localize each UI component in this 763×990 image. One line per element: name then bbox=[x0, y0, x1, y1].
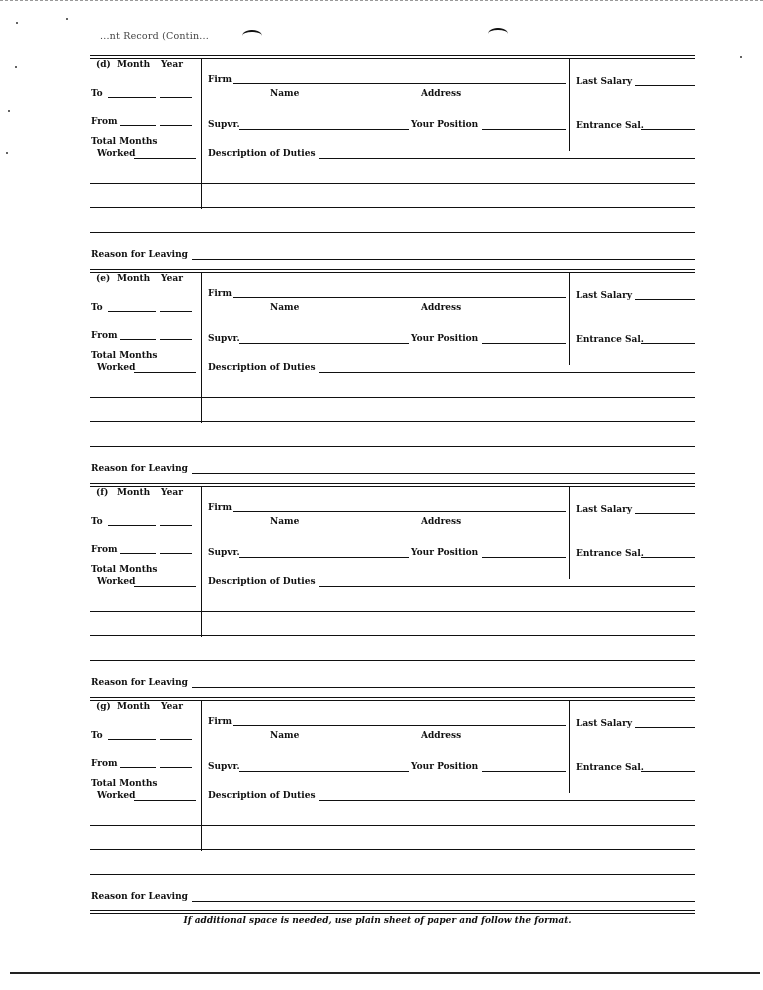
last-salary-field[interactable] bbox=[635, 85, 695, 86]
your-position-field[interactable] bbox=[482, 771, 566, 772]
duties-line-1[interactable] bbox=[90, 611, 695, 612]
last-salary-field[interactable] bbox=[635, 299, 695, 300]
supervisor-field[interactable] bbox=[239, 129, 409, 130]
total-months-worked-field[interactable] bbox=[134, 586, 196, 587]
duties-line-1[interactable] bbox=[90, 397, 695, 398]
firm-label: Firm bbox=[208, 289, 233, 299]
duties-line-3[interactable] bbox=[90, 232, 695, 233]
entrance-salary-field[interactable] bbox=[641, 771, 695, 772]
supervisor-field[interactable] bbox=[239, 557, 409, 558]
footer-note: If additional space is needed, use plain sheet of paper and follow the format. bbox=[183, 916, 572, 926]
last-salary-field[interactable] bbox=[635, 727, 695, 728]
entrance-salary-label: Entrance Sal. bbox=[576, 335, 644, 345]
to-month-field[interactable] bbox=[108, 739, 156, 740]
total-months-worked-field[interactable] bbox=[134, 800, 196, 801]
supervisor-label: Supvr. bbox=[208, 762, 240, 772]
from-month-field[interactable] bbox=[120, 767, 156, 768]
page-header: ...nt Record (Contin... bbox=[100, 31, 209, 42]
to-month-field[interactable] bbox=[108, 525, 156, 526]
total-months-label: Total Months bbox=[91, 137, 158, 147]
name-caption: Name bbox=[270, 517, 300, 527]
duties-line-2[interactable] bbox=[90, 849, 695, 850]
to-month-field[interactable] bbox=[108, 97, 156, 98]
duties-line-3[interactable] bbox=[90, 660, 695, 661]
duties-line-2[interactable] bbox=[90, 635, 695, 636]
employment-section bbox=[90, 483, 695, 695]
employment-section bbox=[90, 55, 695, 267]
from-label: From bbox=[91, 331, 118, 341]
firm-label: Firm bbox=[208, 717, 233, 727]
firm-field[interactable] bbox=[233, 511, 566, 512]
scan-speck bbox=[740, 56, 742, 58]
firm-label: Firm bbox=[208, 75, 233, 85]
supervisor-field[interactable] bbox=[239, 343, 409, 344]
supervisor-label: Supvr. bbox=[208, 120, 240, 130]
your-position-field[interactable] bbox=[482, 557, 566, 558]
closing-double-rule bbox=[90, 910, 695, 914]
entrance-salary-label: Entrance Sal. bbox=[576, 121, 644, 131]
to-label: To bbox=[91, 89, 103, 99]
supervisor-field[interactable] bbox=[239, 771, 409, 772]
total-months-label: Total Months bbox=[91, 565, 158, 575]
supervisor-label: Supvr. bbox=[208, 334, 240, 344]
page-top-edge bbox=[0, 0, 763, 1]
entrance-salary-field[interactable] bbox=[641, 129, 695, 130]
entrance-salary-label: Entrance Sal. bbox=[576, 763, 644, 773]
employment-section bbox=[90, 269, 695, 481]
reason-for-leaving-label: Reason for Leaving bbox=[91, 892, 188, 902]
firm-field[interactable] bbox=[233, 297, 566, 298]
total-months-worked-field[interactable] bbox=[134, 372, 196, 373]
divider-left-column bbox=[201, 273, 202, 423]
section-letter: (g) bbox=[96, 702, 111, 712]
to-year-field[interactable] bbox=[160, 311, 192, 312]
binder-hole-right bbox=[488, 28, 508, 40]
name-caption: Name bbox=[270, 303, 300, 313]
last-salary-field[interactable] bbox=[635, 513, 695, 514]
reason-for-leaving-label: Reason for Leaving bbox=[91, 250, 188, 260]
supervisor-label: Supvr. bbox=[208, 548, 240, 558]
from-month-field[interactable] bbox=[120, 339, 156, 340]
your-position-label: Your Position bbox=[411, 334, 479, 344]
section-letter: (d) bbox=[96, 60, 111, 70]
name-caption: Name bbox=[270, 731, 300, 741]
divider-right-column bbox=[569, 701, 570, 793]
last-salary-label: Last Salary bbox=[576, 291, 633, 301]
last-salary-label: Last Salary bbox=[576, 719, 633, 729]
scan-speck bbox=[6, 152, 8, 154]
name-caption: Name bbox=[270, 89, 300, 99]
month-label: Month bbox=[117, 60, 151, 70]
from-month-field[interactable] bbox=[120, 553, 156, 554]
address-caption: Address bbox=[421, 303, 462, 313]
description-of-duties-label: Description of Duties bbox=[208, 791, 316, 801]
duties-line-3[interactable] bbox=[90, 874, 695, 875]
employment-section bbox=[90, 697, 695, 909]
address-caption: Address bbox=[421, 517, 462, 527]
divider-left-column bbox=[201, 59, 202, 209]
duties-line-1[interactable] bbox=[90, 183, 695, 184]
from-label: From bbox=[91, 117, 118, 127]
firm-label: Firm bbox=[208, 503, 233, 513]
from-year-field[interactable] bbox=[160, 767, 192, 768]
divider-right-column bbox=[569, 59, 570, 151]
worked-label: Worked bbox=[97, 363, 136, 373]
top-double-rule bbox=[90, 697, 695, 701]
divider-left-column bbox=[201, 487, 202, 637]
reason-for-leaving-field[interactable] bbox=[192, 687, 695, 688]
description-of-duties-field[interactable] bbox=[319, 158, 695, 159]
year-label: Year bbox=[161, 702, 183, 712]
description-of-duties-field[interactable] bbox=[319, 586, 695, 587]
reason-for-leaving-field[interactable] bbox=[192, 901, 695, 902]
reason-for-leaving-field[interactable] bbox=[192, 259, 695, 260]
scan-speck bbox=[15, 66, 17, 68]
month-label: Month bbox=[117, 702, 151, 712]
to-month-field[interactable] bbox=[108, 311, 156, 312]
section-letter: (f) bbox=[96, 488, 109, 498]
duties-line-3[interactable] bbox=[90, 446, 695, 447]
your-position-field[interactable] bbox=[482, 129, 566, 130]
firm-field[interactable] bbox=[233, 725, 566, 726]
worked-label: Worked bbox=[97, 149, 136, 159]
worked-label: Worked bbox=[97, 791, 136, 801]
entrance-salary-field[interactable] bbox=[641, 343, 695, 344]
to-label: To bbox=[91, 303, 103, 313]
from-year-field[interactable] bbox=[160, 125, 192, 126]
year-label: Year bbox=[161, 488, 183, 498]
to-label: To bbox=[91, 517, 103, 527]
scan-speck bbox=[16, 22, 18, 24]
description-of-duties-label: Description of Duties bbox=[208, 363, 316, 373]
divider-left-column bbox=[201, 701, 202, 851]
duties-line-1[interactable] bbox=[90, 825, 695, 826]
description-of-duties-label: Description of Duties bbox=[208, 149, 316, 159]
scan-speck bbox=[66, 18, 68, 20]
duties-line-2[interactable] bbox=[90, 207, 695, 208]
to-year-field[interactable] bbox=[160, 525, 192, 526]
year-label: Year bbox=[161, 60, 183, 70]
section-letter: (e) bbox=[96, 274, 111, 284]
address-caption: Address bbox=[421, 731, 462, 741]
your-position-label: Your Position bbox=[411, 548, 479, 558]
month-label: Month bbox=[117, 274, 151, 284]
month-label: Month bbox=[117, 488, 151, 498]
description-of-duties-field[interactable] bbox=[319, 372, 695, 373]
top-double-rule bbox=[90, 269, 695, 273]
to-year-field[interactable] bbox=[160, 97, 192, 98]
firm-field[interactable] bbox=[233, 83, 566, 84]
your-position-label: Your Position bbox=[411, 762, 479, 772]
reason-for-leaving-label: Reason for Leaving bbox=[91, 464, 188, 474]
total-months-label: Total Months bbox=[91, 779, 158, 789]
scan-speck bbox=[8, 110, 10, 112]
top-double-rule bbox=[90, 55, 695, 59]
description-of-duties-label: Description of Duties bbox=[208, 577, 316, 587]
reason-for-leaving-field[interactable] bbox=[192, 473, 695, 474]
from-year-field[interactable] bbox=[160, 553, 192, 554]
duties-line-2[interactable] bbox=[90, 421, 695, 422]
to-year-field[interactable] bbox=[160, 739, 192, 740]
year-label: Year bbox=[161, 274, 183, 284]
binder-hole-left bbox=[242, 30, 262, 42]
to-label: To bbox=[91, 731, 103, 741]
top-double-rule bbox=[90, 483, 695, 487]
reason-for-leaving-label: Reason for Leaving bbox=[91, 678, 188, 688]
entrance-salary-field[interactable] bbox=[641, 557, 695, 558]
divider-right-column bbox=[569, 273, 570, 365]
address-caption: Address bbox=[421, 89, 462, 99]
from-month-field[interactable] bbox=[120, 125, 156, 126]
divider-right-column bbox=[569, 487, 570, 579]
from-year-field[interactable] bbox=[160, 339, 192, 340]
last-salary-label: Last Salary bbox=[576, 77, 633, 87]
bottom-rule bbox=[10, 972, 760, 974]
your-position-label: Your Position bbox=[411, 120, 479, 130]
description-of-duties-field[interactable] bbox=[319, 800, 695, 801]
from-label: From bbox=[91, 759, 118, 769]
entrance-salary-label: Entrance Sal. bbox=[576, 549, 644, 559]
worked-label: Worked bbox=[97, 577, 136, 587]
last-salary-label: Last Salary bbox=[576, 505, 633, 515]
your-position-field[interactable] bbox=[482, 343, 566, 344]
from-label: From bbox=[91, 545, 118, 555]
total-months-worked-field[interactable] bbox=[134, 158, 196, 159]
total-months-label: Total Months bbox=[91, 351, 158, 361]
